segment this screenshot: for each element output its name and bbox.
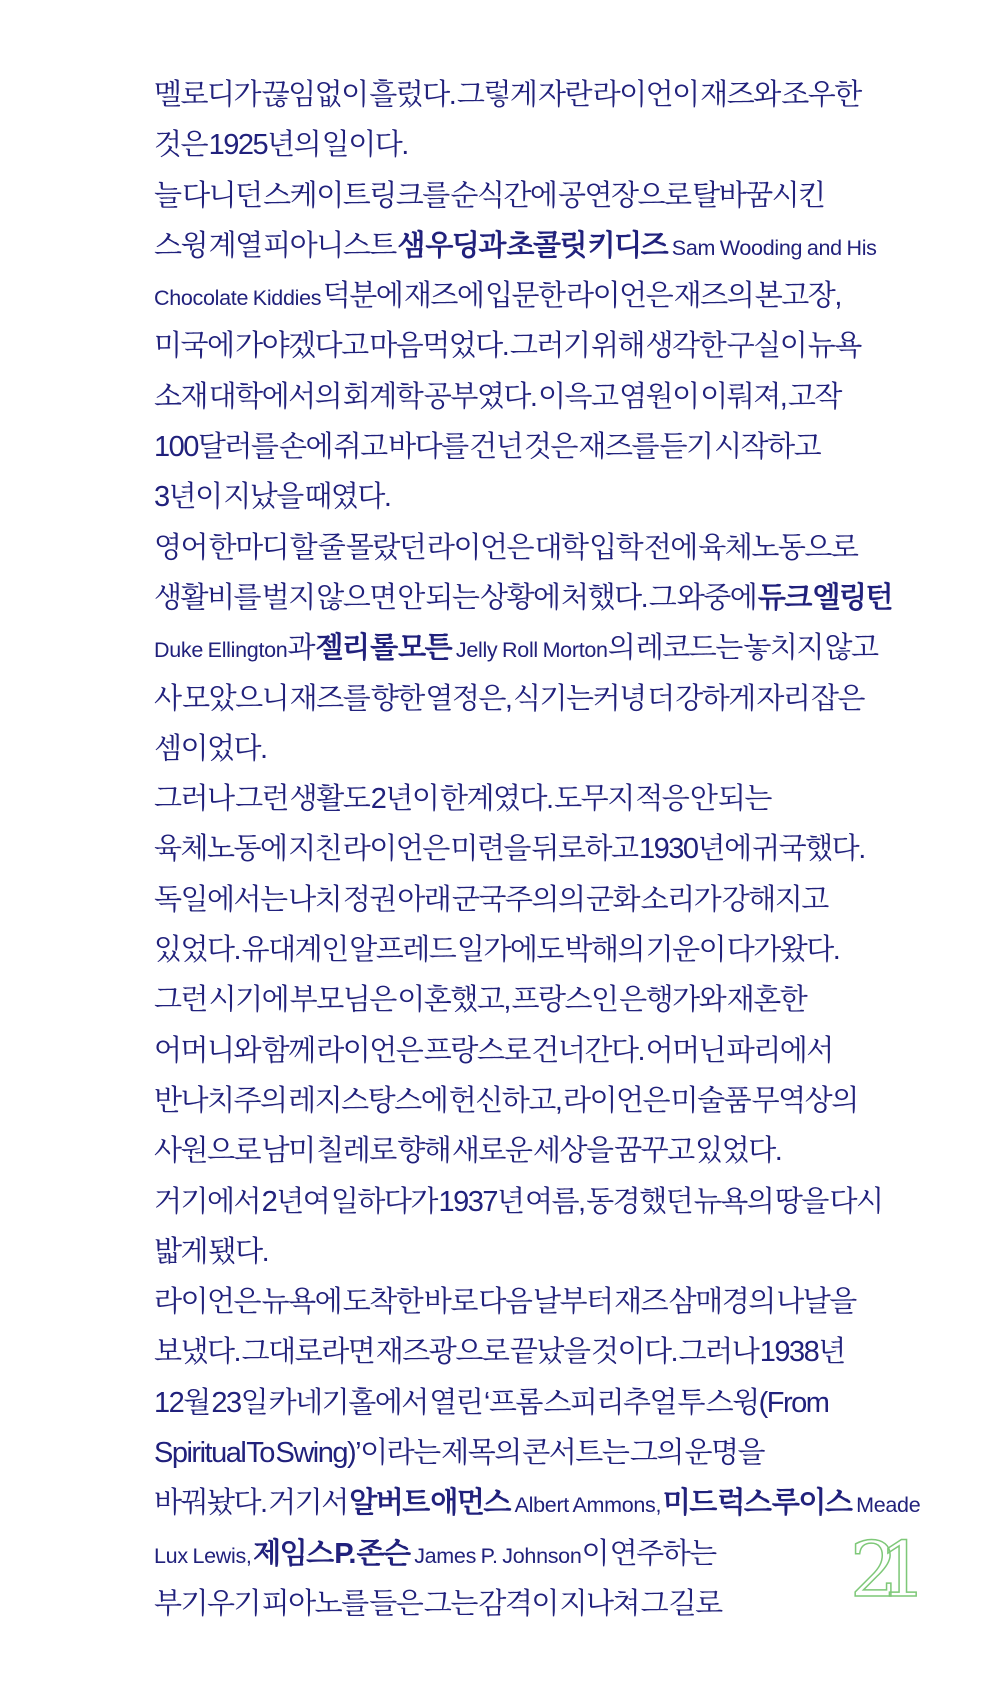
text-line [154,1529,920,1579]
text-run: 소재 대학에서의 회계학 공부였다. 이윽고 염원이 이뤄져, 고작 [154,380,841,413]
text-run: 밟게 됐다. [154,1235,269,1268]
text-run: 라이언은 뉴욕에 도착한 바로 다음 날부터 재즈 삼매경의 나날을 [154,1286,856,1319]
text-line [154,1327,920,1377]
text-line [154,774,920,824]
artist-name-english: James P. Johnson [409,1543,582,1568]
artist-name-english: Lux Lewis, [154,1543,252,1568]
text-line [154,171,920,221]
page-number: 21 [850,1525,908,1614]
text-line [154,120,920,170]
text-run: 셈이었다. [154,732,267,765]
text-line [154,975,920,1025]
text-run: 부기우기 피아노를 들은 그는 감격이 지나쳐 그 길로 [154,1587,722,1620]
artist-name-korean: 젤리 롤 모튼 [315,632,452,665]
artist-name-english: Jelly Roll Morton [451,638,608,663]
text-run: 영어 한마디 할 줄 몰랐던 라이언은 대학 입학 전에 육체노동으로 [154,531,858,564]
text-line [154,875,920,925]
text-run: Spiritual To Swing)’이라는 제목의 콘서트는 그의 운명을 [154,1437,765,1470]
body-text [154,70,920,1629]
text-line [154,321,920,371]
text-line [154,1478,920,1528]
artist-name-korean: 미드 럭스 루이스 [662,1487,852,1520]
text-run: 덕분에 재즈에 입문한 라이언은 재즈의 본고장, [321,280,841,313]
text-run: 늘 다니던 스케이트링크를 순식간에 공연장으로 탈바꿈시킨 [154,179,825,212]
text-run: 것은 1925년의 일이다. [154,129,408,162]
text-run: 의 레코드는 놓치지 않고 [607,632,878,665]
text-run: 과 [287,632,316,665]
text-run: 멜로디가 끊임없이 흘렀다. 그렇게 자란 라이언이 재즈와 조우한 [154,79,861,111]
text-line [154,724,920,774]
text-run: 어머니와 함께 라이언은 프랑스로 건너간다. 어머닌 파리에서 [154,1034,833,1067]
artist-name-english: Meade [851,1493,921,1518]
text-line [154,472,920,522]
text-run: 있었다. 유대계인 알프레드 일가에도 박해의 기운이 다가왔다. [154,934,840,967]
text-line [154,674,920,724]
text-line [154,523,920,573]
text-run: 100달러를 손에 쥐고 바다를 건넌 것은 재즈를 듣기 시작하고 [154,431,821,464]
text-line [154,70,920,120]
text-run: 3년이 지났을 때였다. [154,481,391,514]
text-line [154,1026,920,1076]
text-line [154,925,920,975]
text-run: 12월 23일 카네기홀에서 열린 ‘프롬 스피리추얼 투 스윙(From [154,1386,829,1419]
artist-name-korean: 샘 우딩과 초콜릿 키디즈 [397,229,668,262]
text-run: 미국에 가야겠다고 마음먹었다. 그러기 위해 생각한 구실이 뉴욕 [154,330,861,363]
text-line [154,1277,920,1327]
text-run: 거기에서 2년여 일하다가 1937년 여름, 동경했던 뉴욕의 땅을 다시 [154,1185,883,1218]
artist-name-english: Duke Ellington [154,638,288,663]
artist-name-english: Sam Wooding and His [667,235,877,260]
text-run: 사 모았으니 재즈를 향한 열정은, 식기는커녕 더 강하게 자리 잡은 [154,682,864,715]
text-run: 독일에서는 나치 정권 아래 군국주의의 군화 소리가 강해지고 [154,883,828,916]
artist-name-english: Albert Ammons, [509,1493,662,1518]
text-line [154,1076,920,1126]
artist-name-english: Chocolate Kiddies [154,286,322,311]
text-run: 반나치주의 레지스탕스에 헌신하고, 라이언은 미술품 무역상의 [154,1084,858,1117]
text-line [154,573,920,623]
text-line [154,1126,920,1176]
text-run: 그런 시기에 부모님은 이혼했고, 프랑스인 은행가와 재혼한 [154,984,807,1017]
text-line [154,623,920,673]
text-line [154,1177,920,1227]
text-line [154,422,920,472]
text-run: 보냈다. 그대로라면 재즈광으로 끝났을 것이다. 그러나 1938년 [154,1336,845,1369]
text-run: 그러나 그런 생활도 2년이 한계였다. 도무지 적응 안 되는 [154,783,771,816]
text-run: 바꿔놨다. 거기서 [154,1487,350,1520]
text-line [154,1579,920,1629]
text-run: 이 연주하는 [581,1537,716,1570]
text-run: 생활비를 벌지 않으면 안 되는 상황에 처했다. 그 와중에 [154,581,758,614]
text-run: 사원으로 남미 칠레로 향해 새로운 세상을 꿈꾸고 있었다. [154,1135,782,1168]
text-line [154,271,920,321]
text-run: 육체노동에 지친 라이언은 미련을 뒤로하고 1930년에 귀국했다. [154,833,865,866]
text-line [154,1428,920,1478]
text-line [154,1227,920,1277]
artist-name-korean: 듀크 엘링턴 [757,581,893,614]
text-line [154,221,920,271]
artist-name-korean: 제임스 P. 존슨 [253,1537,410,1570]
text-line [154,372,920,422]
text-run: 스윙 계열 피아니스트 [154,229,398,262]
text-line [154,824,920,874]
text-line [154,1378,920,1428]
artist-name-korean: 알버트 애먼스 [349,1487,510,1520]
